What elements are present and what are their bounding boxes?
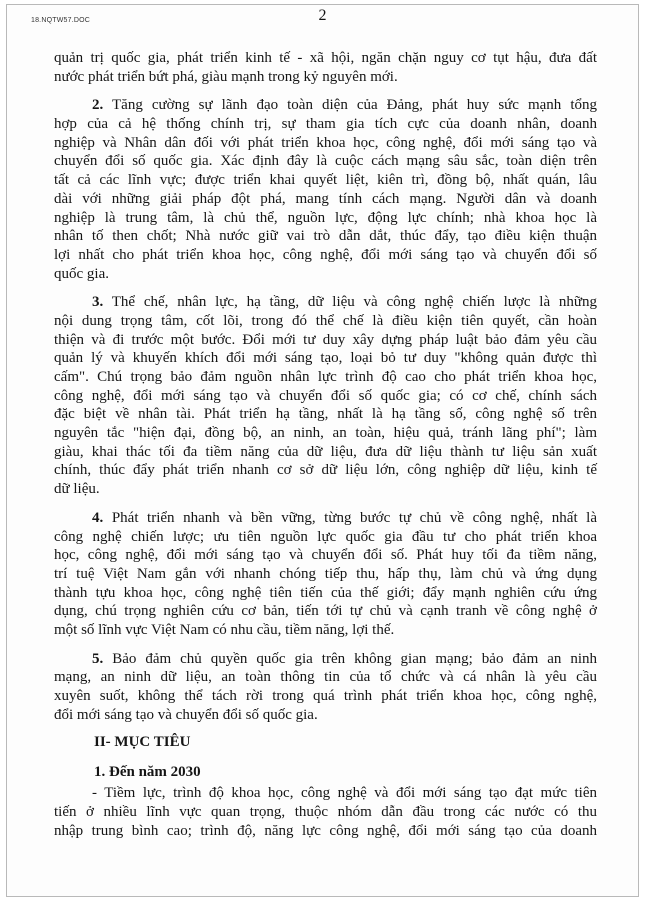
- text-line: đặc biệt về nhân tài. Phát triển hạ tầng, nhất là hạ tầng số, công nghệ số trên: [54, 406, 597, 423]
- file-label: 18.NQTW57.DOC: [31, 17, 90, 24]
- document-body: [54, 49, 597, 840]
- paragraph-5: [54, 650, 597, 725]
- text-line: dài với những giải pháp đột phá, mang tính cách mạng. Người dân và doanh: [54, 190, 597, 207]
- paragraph-number: 2.: [92, 97, 104, 114]
- text-line: quản lý và khuyến khích đổi mới sáng tạo, loại bỏ tư duy "không quản được thì: [54, 350, 597, 367]
- text-line: trí tuệ Việt Nam gắn với nhanh chóng tiếp thu, hấp thụ, làm chủ và ứng dụng: [54, 565, 597, 582]
- text-line: giàu, khai thác tối đa tiềm năng của dữ liệu, đưa dữ liệu thành tư liệu sản xuất: [54, 443, 597, 460]
- text-line: mạng, an ninh dữ liệu, an toàn thông tin của tổ chức và cá nhân là yêu cầu: [54, 669, 597, 686]
- paragraph-number: 3.: [92, 294, 104, 311]
- section-heading: II- MỤC TIÊU: [94, 734, 191, 751]
- text-line: công nghệ, đổi mới sáng tạo và chuyển đổi số quốc gia; có cơ chế, chính sách: [54, 387, 597, 404]
- text-line: nguyên tắc "hiện đại, đồng bộ, an ninh, an toàn, hiệu quả, tránh lãng phí"; làm: [54, 425, 597, 442]
- text-line: học, công nghệ, đổi mới sáng tạo và chuyển đổi số. Phát huy tối đa tiềm năng,: [54, 547, 597, 564]
- text-line: tiến ở nhiều lĩnh vực quan trọng, thuộc nhóm dẫn đầu trong các nước có thu: [54, 804, 597, 821]
- text-line: thiện và đi trước một bước. Đổi mới tư duy xây dựng pháp luật bảo đảm yêu cầu: [54, 331, 597, 348]
- text-line: nghiệp và Nhân dân đối với phát triển khoa học, công nghệ, đổi mới sáng tạo và: [54, 134, 597, 151]
- text-line: nhập trung bình cao; trình độ, năng lực công nghệ, đổi mới sáng tạo của doanh: [54, 822, 597, 839]
- text-line: nhân tố then chốt; Nhà nước giữ vai trò dẫn dắt, thúc đẩy, tạo điều kiện thuận: [54, 228, 597, 245]
- text-line: một số lĩnh vực Việt Nam có nhu cầu, tiềm năng, lợi thế.: [54, 621, 395, 638]
- text-line: công nghệ chiến lược; ưu tiên nguồn lực quốc gia đầu tư cho phát triển khoa: [54, 528, 597, 545]
- text-line: thành tựu khoa học, công nghệ tiên tiến của thế giới; đẩy mạnh nghiên cứu ứng: [54, 584, 597, 601]
- text-line: cấm". Chú trọng bảo đảm nguồn nhân lực trình độ cao cho phát triển khoa học,: [54, 369, 597, 385]
- text-line: nước phát triển bứt phá, giàu mạnh trong kỷ nguyên mới.: [54, 68, 398, 85]
- text-line: 5. Bảo đảm chủ quyền quốc gia trên không gian mạng; bảo đảm an ninh: [92, 650, 598, 667]
- text-line: - Tiềm lực, trình độ khoa học, công nghệ và đổi mới sáng tạo đạt mức tiên: [92, 785, 597, 802]
- text-line: dụng, chú trọng nghiên cứu cơ bản, tiến tới tự chủ và cạnh tranh về công nghệ ở: [54, 603, 597, 620]
- text-line: lợi nhất cho phát triển khoa học, công nghệ, đổi mới sáng tạo và chuyển đổi số: [54, 246, 597, 263]
- text-line: nội dung trọng tâm, cốt lõi, trong đó thể chế là điều kiện tiên quyết, cần hoàn: [54, 312, 597, 329]
- paragraph-3: [54, 293, 597, 499]
- page-number: 2: [318, 7, 327, 24]
- text-line: quản trị quốc gia, phát triển kinh tế - xã hội, ngăn chặn nguy cơ tụt hậu, đưa đất: [54, 50, 597, 66]
- text-line: tất cả các lĩnh vực; được triển khai quyết liệt, kiên trì, đồng bộ, nhất quán, lâu: [54, 172, 597, 189]
- text-line: đổi mới sáng tạo và chuyển đổi số quốc gia.: [54, 706, 318, 723]
- text-line: 4. Phát triển nhanh và bền vững, từng bước tự chủ về công nghệ, nhất là: [92, 509, 597, 526]
- paragraph-continuation: [54, 49, 597, 86]
- text-line: quốc gia.: [54, 265, 109, 282]
- text-line: dữ liệu.: [54, 481, 100, 498]
- subheading: 1. Đến năm 2030: [94, 764, 201, 781]
- text-line: xuyên suốt, không thể tách rời trong quá trình phát triển khoa học, công nghệ,: [54, 688, 597, 704]
- paragraph-number: 4.: [92, 509, 104, 526]
- text-line: nghiệp là trung tâm, là chủ thể, nguồn lực, động lực chính; nhà khoa học là: [54, 209, 597, 226]
- text-line: hợp của cả hệ thống chính trị, sự tham gia tích cực của doanh nhân, doanh: [54, 116, 597, 133]
- text-line: chính, thúc đẩy phát triển nhanh cơ sở dữ liệu lớn, công nghiệp dữ liệu, kinh tế: [54, 462, 597, 479]
- paragraph-2: [54, 96, 597, 283]
- paragraph-4: [54, 509, 597, 640]
- paragraph-number: 5.: [92, 650, 104, 667]
- text-line: chuyển đổi số quốc gia. Xác định đây là cuộc cách mạng sâu sắc, toàn diện trên: [54, 153, 597, 170]
- document-page: [6, 4, 639, 897]
- text-line: 3. Thể chế, nhân lực, hạ tầng, dữ liệu và công nghệ chiến lược là những: [92, 294, 598, 311]
- text-line: 2. Tăng cường sự lãnh đạo toàn diện của Đảng, phát huy sức mạnh tổng: [92, 97, 598, 114]
- paragraph-goal: [54, 784, 597, 840]
